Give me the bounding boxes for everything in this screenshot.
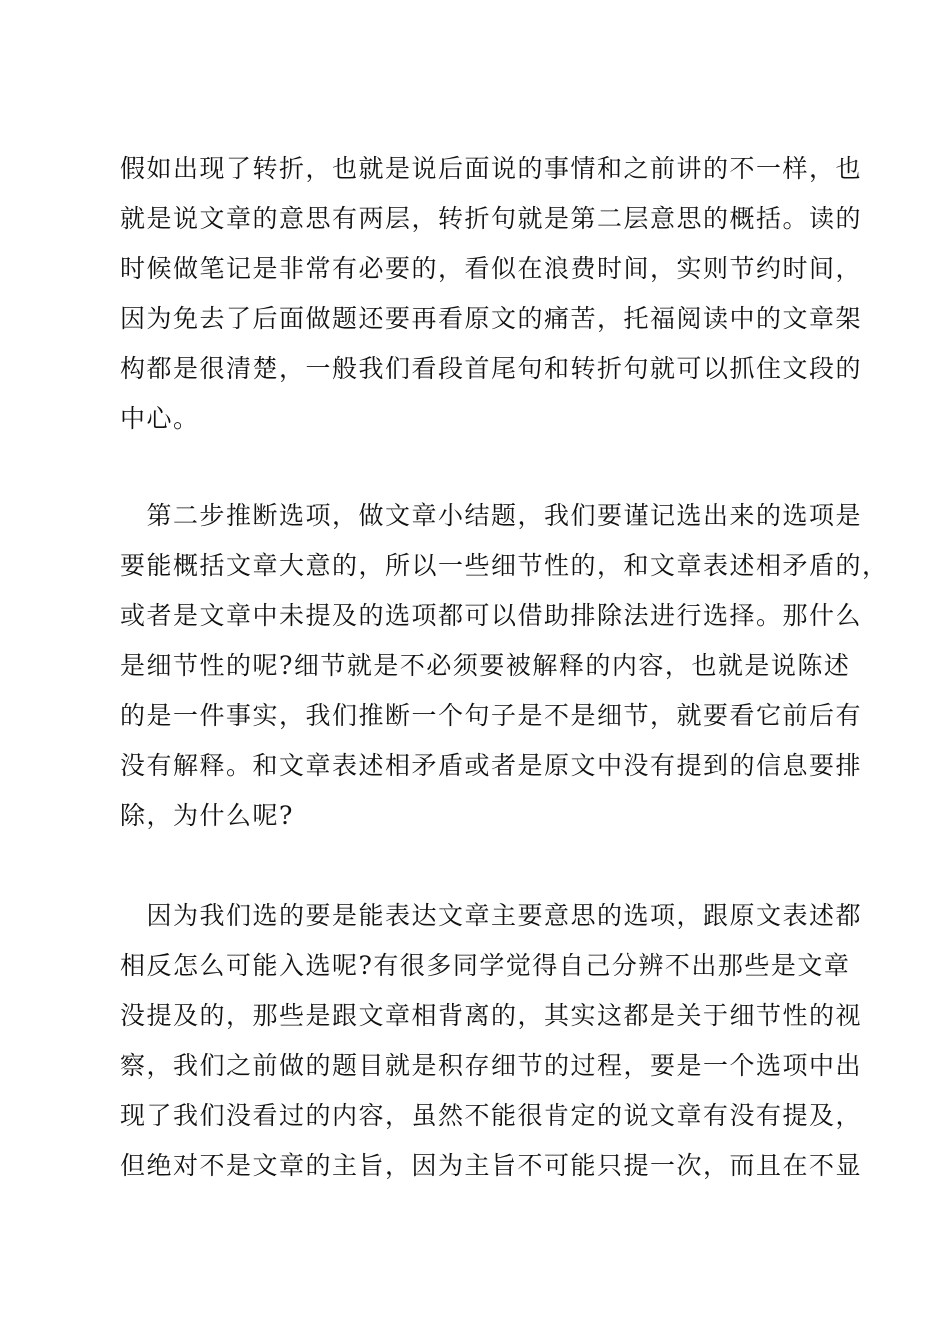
text-line: 是细节性的呢?细节就是不必须要被解释的内容，也就是说陈述 xyxy=(120,651,851,680)
text-line: 没有解释。和文章表述相矛盾或者是原文中没有提到的信息要排 xyxy=(120,751,863,780)
text-line: 因为我们选的要是能表达文章主要意思的选项，跟原文表述都 xyxy=(120,901,863,930)
text-line: 构都是很清楚，一般我们看段首尾句和转折句就可以抓住文段的 xyxy=(120,354,863,383)
text-line: 假如出现了转折，也就是说后面说的事情和之前讲的不一样，也 xyxy=(120,154,863,183)
text-line: 现了我们没看过的内容，虽然不能很肯定的说文章有没有提及， xyxy=(120,1101,863,1130)
text-line: 的是一件事实，我们推断一个句子是不是细节，就要看它前后有 xyxy=(120,701,863,730)
text-line: 就是说文章的意思有两层，转折句就是第二层意思的概括。读的 xyxy=(120,204,863,233)
text-line: 没提及的，那些是跟文章相背离的，其实这都是关于细节性的视 xyxy=(120,1001,863,1030)
text-line: 或者是文章中未提及的选项都可以借助排除法进行选择。那什么 xyxy=(120,601,863,630)
text-line: 中心。 xyxy=(120,404,200,433)
text-line: 察，我们之前做的题目就是积存细节的过程，要是一个选项中出 xyxy=(120,1051,863,1080)
text-line: 要能概括文章大意的，所以一些细节性的，和文章表述相矛盾的， xyxy=(120,551,889,580)
text-line: 但绝对不是文章的主旨，因为主旨不可能只提一次，而且在不显 xyxy=(120,1151,863,1180)
text-line: 时候做笔记是非常有必要的，看似在浪费时间，实则节约时间， xyxy=(120,254,863,283)
text-line: 除，为什么呢? xyxy=(120,801,294,830)
text-line: 因为免去了后面做题还要再看原文的痛苦，托福阅读中的文章架 xyxy=(120,304,863,333)
text-line: 第二步推断选项，做文章小结题，我们要谨记选出来的选项是 xyxy=(120,501,863,530)
text-line: 相反怎么可能入选呢?有很多同学觉得自己分辨不出那些是文章 xyxy=(120,951,851,980)
